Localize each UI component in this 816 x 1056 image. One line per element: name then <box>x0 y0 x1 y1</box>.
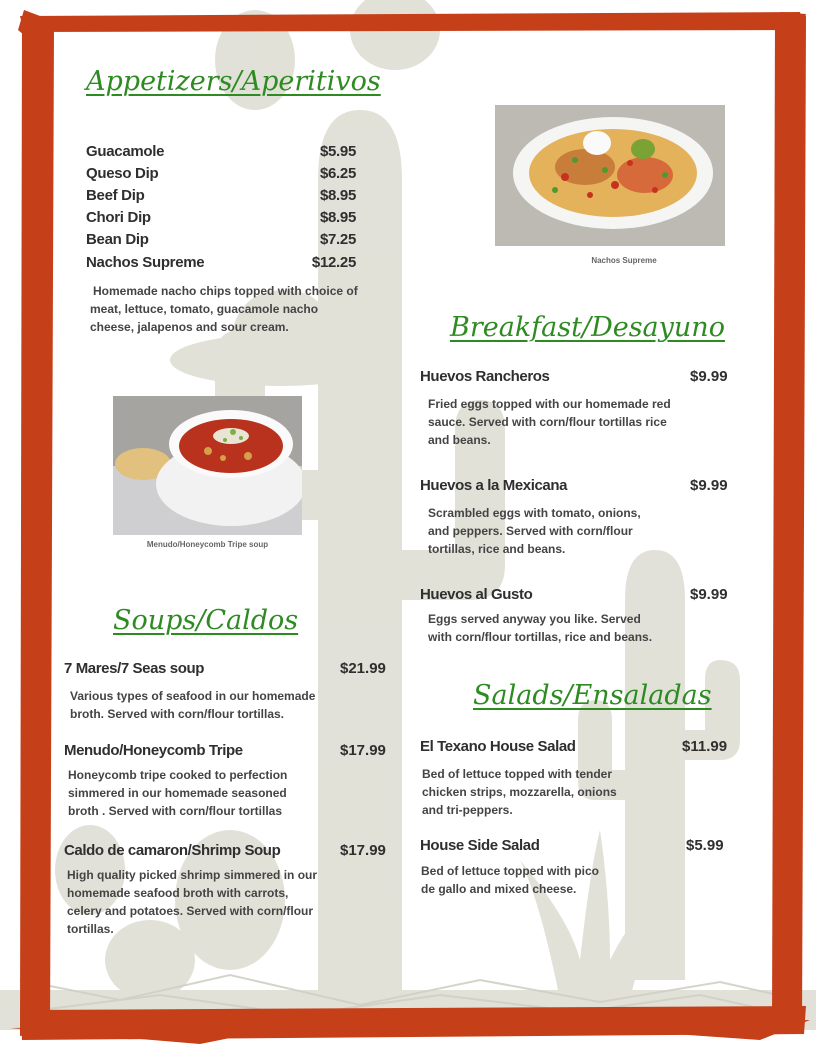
soups-heading: Soups/Caldos <box>113 605 299 636</box>
item-description: Honeycomb tripe cooked to perfection simmered in our homemade seasoned broth . Served with corn/flour tortillas <box>68 768 288 818</box>
item-price: $12.25 <box>311 254 356 271</box>
item-price: $8.95 <box>319 209 356 226</box>
item-price: $9.99 <box>690 477 728 494</box>
list-item <box>86 143 356 160</box>
item-price: $5.99 <box>686 837 724 854</box>
item-name: Queso Dip <box>86 165 159 182</box>
item-price: $8.95 <box>319 187 356 204</box>
item-description: High quality picked shrimp simmered in our homemade seafood broth with carrots, celery and potatoes. Served with corn/flour tortillas. <box>67 868 318 936</box>
item-price: $6.25 <box>319 165 356 182</box>
item-price: $17.99 <box>340 842 386 859</box>
item-name: Menudo/Honeycomb Tripe <box>64 742 243 759</box>
list-item <box>86 165 356 182</box>
item-name: El Texano House Salad <box>420 738 576 755</box>
item-price: $17.99 <box>340 742 386 759</box>
item-name: Beef Dip <box>86 187 145 204</box>
menudo-caption: Menudo/Honeycomb Tripe soup <box>146 540 269 549</box>
salads-heading: Salads/Ensaladas <box>473 680 712 711</box>
menudo-photo <box>113 396 302 535</box>
item-name: Bean Dip <box>86 231 149 248</box>
appetizers-heading: Appetizers/Aperitivos <box>86 66 381 97</box>
nachos-caption: Nachos Supreme <box>591 256 657 265</box>
item-name: Caldo de camaron/Shrimp Soup <box>64 842 281 859</box>
item-name: Chori Dip <box>86 209 151 226</box>
list-item <box>86 231 356 248</box>
item-description: Bed of lettuce topped with tender chicken strips, mozzarella, onions and tri-peppers. <box>422 767 617 817</box>
item-price: $7.25 <box>319 231 356 248</box>
item-description: Fried eggs topped with our homemade red sauce. Served with corn/flour tortillas rice and beans. <box>428 397 671 447</box>
nachos-photo <box>495 105 725 246</box>
list-item <box>86 209 356 226</box>
item-name: Huevos a la Mexicana <box>420 477 568 494</box>
list-item <box>86 187 356 204</box>
item-price: $9.99 <box>690 368 728 385</box>
item-name: Huevos al Gusto <box>420 586 533 603</box>
item-name: House Side Salad <box>420 837 540 854</box>
item-description: Various types of seafood in our homemade broth. Served with corn/flour tortillas. <box>70 689 316 721</box>
item-name: 7 Mares/7 Seas soup <box>64 660 204 677</box>
breakfast-heading: Breakfast/Desayuno <box>450 312 725 343</box>
list-item <box>86 254 356 271</box>
item-description: Eggs served anyway you like. Served with corn/flour tortillas, rice and beans. <box>428 612 653 644</box>
item-price: $5.95 <box>319 143 356 160</box>
item-price: $11.99 <box>682 738 728 755</box>
item-description: Bed of lettuce topped with pico de gallo and mixed cheese. <box>421 864 599 896</box>
item-description: Scrambled eggs with tomato, onions, and peppers. Served with corn/flour tortillas, rice and beans. <box>428 506 641 556</box>
item-name: Huevos Rancheros <box>420 368 550 385</box>
item-name: Guacamole <box>86 143 165 160</box>
appetizer-description: Homemade nacho chips topped with choice of meat, lettuce, tomato, guacamole nacho cheese, jalapenos and sour cream. <box>90 284 358 334</box>
item-price: $9.99 <box>690 586 728 603</box>
item-name: Nachos Supreme <box>86 254 205 271</box>
item-price: $21.99 <box>340 660 386 677</box>
